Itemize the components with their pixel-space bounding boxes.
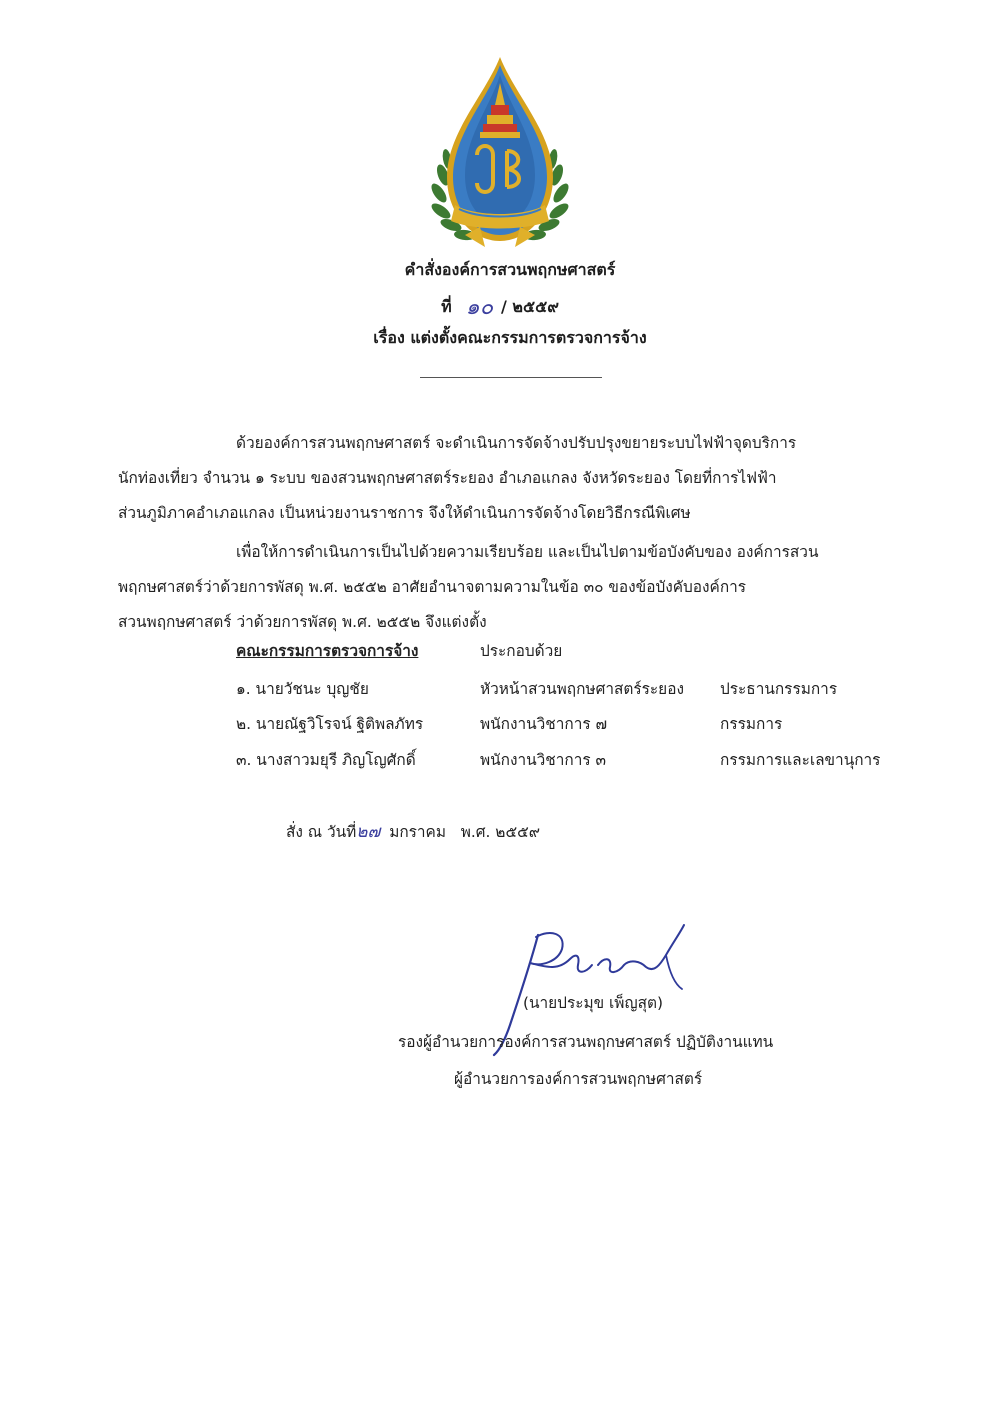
- paragraph-2-line-3: สวนพฤกษศาสตร์ ว่าด้วยการพัสดุ พ.ศ. ๒๕๕๒ จึงแต่งตั้ง: [118, 613, 487, 631]
- paragraph-1-line-1: ด้วยองค์การสวนพฤกษศาสตร์ จะดำเนินการจัดจ้างปรับปรุงขยายระบบไฟฟ้าจุดบริการ: [236, 434, 797, 452]
- paragraph-1-line-3: ส่วนภูมิภาคอำเภอแกลง เป็นหน่วยงานราชการ จึงให้ดำเนินการจัดจ้างโดยวิธีกรณีพิเศษ: [118, 504, 691, 522]
- order-number: [0, 287, 1000, 322]
- order-number-prefix: ที่: [441, 297, 452, 316]
- signatory-position-line-2: ผู้อำนวยการองค์การสวนพฤกษศาสตร์: [454, 1070, 703, 1088]
- paragraph-1: [118, 426, 910, 531]
- signatory-position-line-1: รองผู้อำนวยการองค์การสวนพฤกษศาสตร์ ปฏิบัติงานแทน: [398, 1033, 774, 1051]
- document-title: คำสั่งองค์การสวนพฤกษศาสตร์: [404, 260, 616, 279]
- committee-member-row: [236, 747, 936, 777]
- member-name: ๒. นายณัฐวิโรจน์ ฐิติพลภัทร: [236, 715, 424, 733]
- paragraph-2-line-2: พฤกษศาสตร์ว่าด้วยการพัสดุ พ.ศ. ๒๕๕๒ อาศัยอำนาจตามความในข้อ ๓๐ ของข้อบังคับองค์การ: [118, 578, 747, 596]
- member-role: กรรมการและเลขานุการ: [720, 751, 881, 769]
- date-day-handwritten: ๒๗: [356, 822, 381, 842]
- committee-member-row: [236, 676, 936, 706]
- date-prefix: สั่ง ณ วันที่: [286, 823, 357, 841]
- member-role: ประธานกรรมการ: [720, 680, 838, 698]
- committee-heading-note: ประกอบด้วย: [480, 642, 563, 660]
- paragraph-2-line-1: เพื่อให้การดำเนินการเป็นไปด้วยความเรียบร้อย และเป็นไปตามข้อบังคับของ องค์การสวน: [236, 543, 819, 561]
- member-role: กรรมการ: [720, 715, 783, 733]
- date-year: พ.ศ. ๒๕๕๙: [460, 823, 541, 841]
- order-number-handwritten: ๑๐: [465, 295, 494, 320]
- member-position: พนักงานวิชาการ ๗: [480, 715, 608, 733]
- signatory-name: (นายประมุข เพ็ญสุต): [523, 994, 663, 1012]
- date-month: มกราคม: [389, 823, 447, 841]
- document-subject: เรื่อง แต่งตั้งคณะกรรมการตรวจการจ้าง: [373, 328, 647, 347]
- member-name: ๓. นางสาวมยุรี ภิญโญศักดิ์: [236, 751, 416, 769]
- member-name: ๑. นายวัชนะ บุญชัย: [236, 680, 369, 698]
- member-position: หัวหน้าสวนพฤกษศาสตร์ระยอง: [480, 680, 684, 698]
- committee-member-row: [236, 711, 936, 741]
- order-number-suffix: / ๒๕๕๙: [501, 297, 559, 316]
- paragraph-1-line-2: นักท่องเที่ยว จำนวน ๑ ระบบ ของสวนพฤกษศาสตร์ระยอง อำเภอแกลง จังหวัดระยอง โดยที่การไฟฟ้า: [118, 469, 777, 487]
- header-divider: [420, 377, 602, 378]
- organization-logo: [425, 55, 575, 255]
- order-date: [286, 818, 540, 845]
- member-position: พนักงานวิชาการ ๓: [480, 751, 607, 769]
- committee-heading: คณะกรรมการตรวจการจ้าง: [236, 642, 419, 660]
- committee-heading-row: [236, 638, 936, 668]
- paragraph-2: [118, 535, 910, 640]
